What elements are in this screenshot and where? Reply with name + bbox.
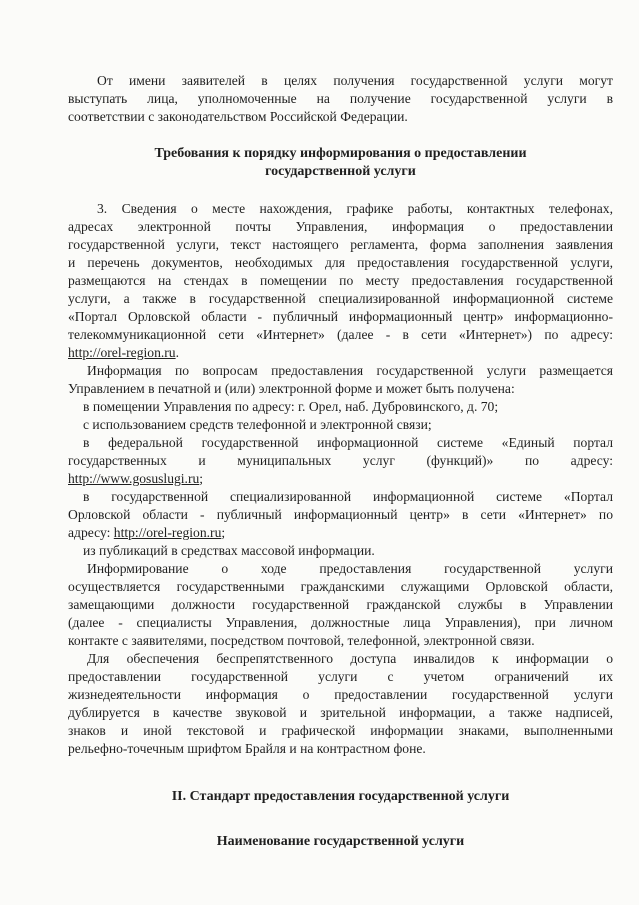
text-line: услуги, а также в государственной специализированной информационной системе	[68, 291, 613, 306]
text-line: телекоммуникационной сети «Интернет» (далее - в сети «Интернет») по адресу:	[68, 327, 613, 342]
text-line: размещаются на стендах в помещении по месту предоставления государственной	[68, 273, 613, 288]
text-line: в помещении Управления по адресу: г. Орел, наб. Дубровинского, д. 70;	[83, 399, 499, 414]
section-heading: государственной услуги	[265, 164, 416, 179]
text-line: в государственной специализированной информационной системе «Портал	[83, 489, 613, 504]
text-line: адресу: http://orel-region.ru;	[68, 525, 226, 540]
text-line: знаков и иной текстовой и графической информации знаками, выполненными	[68, 723, 613, 738]
gosuslugi-link[interactable]: http://www.gosuslugi.ru	[68, 471, 200, 486]
text-line: http://www.gosuslugi.ru;	[68, 471, 204, 486]
text-line: Информация по вопросам предоставления государственной услуги размещается	[87, 363, 613, 378]
text-line: рельефно-точечным шрифтом Брайля и на контрастном фоне.	[68, 741, 426, 756]
text-line: из публикаций в средствах массовой информации.	[83, 543, 375, 558]
text-line: 3. Сведения о месте нахождения, графике работы, контактных телефонах,	[97, 201, 613, 216]
text-line: в федеральной государственной информационной системе «Единый портал	[83, 435, 613, 450]
text-line: осуществляется государственными гражданскими служащими Орловской области,	[68, 579, 613, 594]
text-line: государственной услуги, текст настоящего регламента, форма заполнения заявления	[68, 237, 613, 252]
text-line: предоставлении государственной услуги с учетом ограничений их	[68, 669, 613, 684]
section-heading: Наименование государственной услуги	[216, 834, 465, 849]
text-line: жизнедеятельности информация о предоставлении государственной услуги	[68, 687, 613, 702]
text-line: (далее - специалисты Управления, должностные лица Управления), при личном	[68, 615, 613, 630]
text-line: соответствии с законодательством Российской Федерации.	[68, 109, 408, 124]
portal-link[interactable]: http://orel-region.ru	[68, 345, 176, 360]
text-line: Управлением в печатной и (или) электронной форме и может быть получена:	[68, 381, 515, 396]
text-line: замещающими должности государственной гражданской службы в Управлении	[68, 597, 613, 612]
text-line: с использованием средств телефонной и электронной связи;	[83, 417, 432, 432]
text-line: Орловской области - публичный информационный центр» в сети «Интернет» по	[68, 507, 613, 522]
text-line: выступать лица, уполномоченные на получение государственной услуги в	[68, 91, 613, 106]
text-line: и перечень документов, необходимых для предоставления государственной услуги,	[68, 255, 613, 270]
text-line: дублируется в качестве звуковой и зрительной информации, а также надписей,	[68, 705, 613, 720]
text-line: государственных и муниципальных услуг (функций)» по адресу:	[68, 453, 613, 468]
portal-link[interactable]: http://orel-region.ru	[113, 525, 222, 540]
text-line: «Портал Орловской области - публичный информационный центр» информационно-	[68, 309, 613, 324]
text-line: Информирование о ходе предоставления государственной услуги	[87, 561, 613, 576]
text-line: http://orel-region.ru.	[68, 345, 179, 360]
text-line: адресах электронной почты Управления, информация о предоставлении	[68, 219, 613, 234]
text-line: Для обеспечения беспрепятственного доступа инвалидов к информации о	[87, 651, 613, 666]
section-heading: Требования к порядку информирования о предоставлении	[154, 146, 527, 161]
text-line: контакте с заявителями, посредством почтовой, телефонной, электронной связи.	[68, 633, 535, 648]
text-line: От имени заявителей в целях получения государственной услуги могут	[97, 73, 613, 88]
section-heading: II. Стандарт предоставления государственной услуги	[171, 789, 510, 804]
